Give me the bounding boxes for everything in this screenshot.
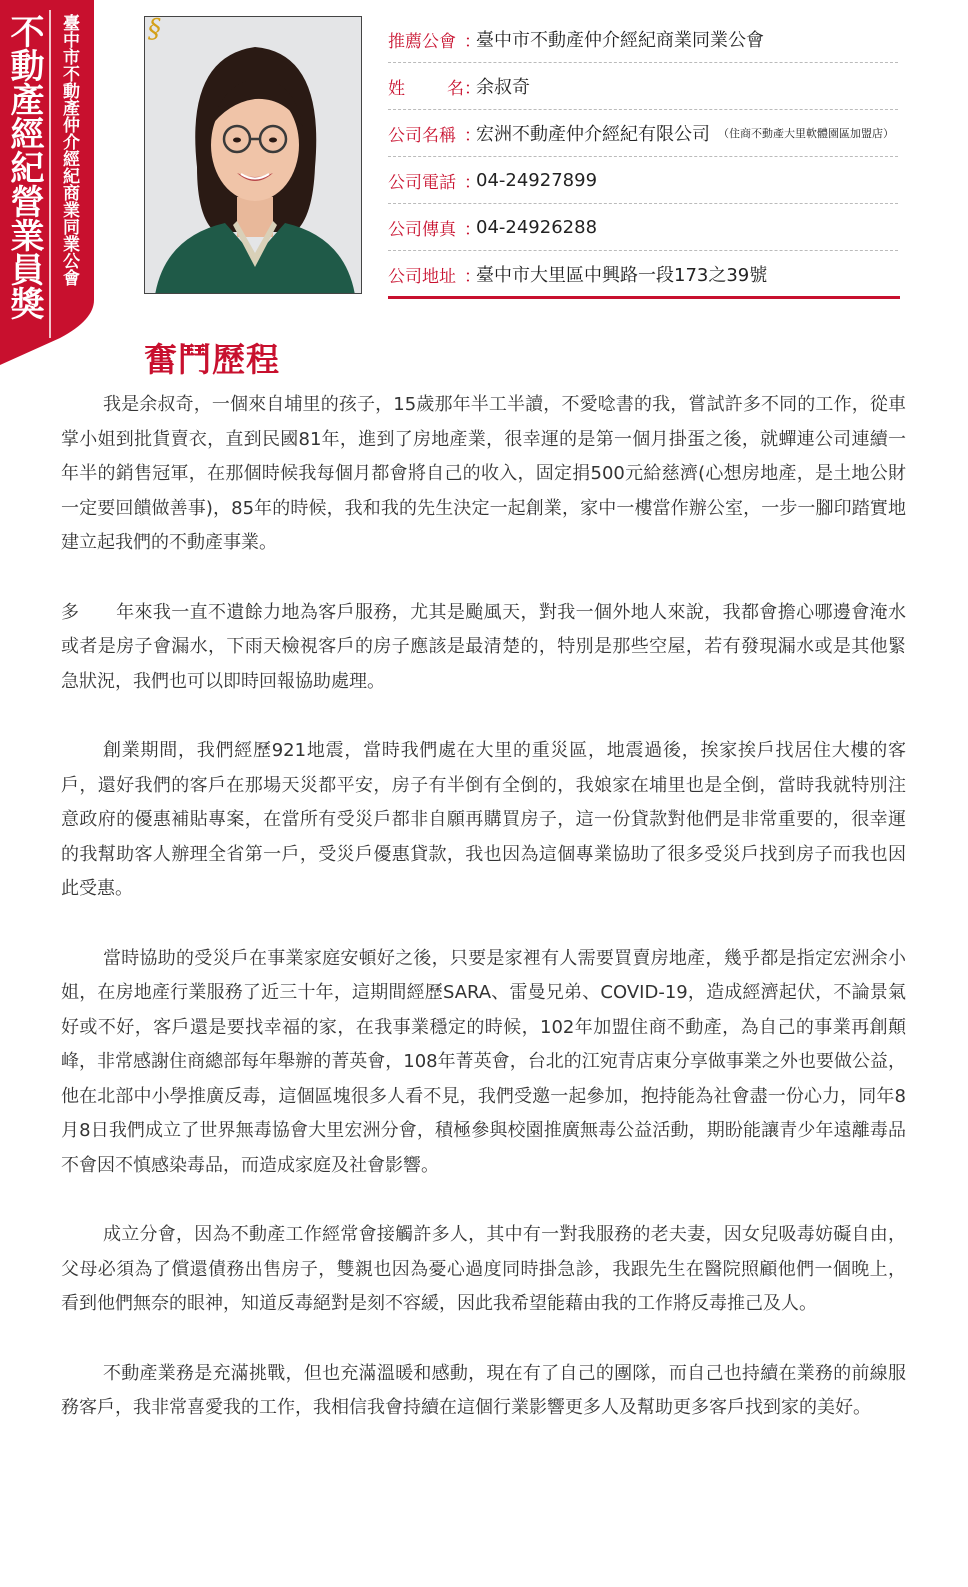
info-row-phone: [388, 157, 898, 204]
story-paragraph-4: 當時協助的受災戶在事業家庭安頓好之後，只要是家裡有人需要買賣房地產，幾乎都是指定宏洲余小姐，在房地產行業服務了近三十年，這期間經歷SARA、雷曼兄弟、COVID-19，造成經濟起伏，不論景氣好或不好，客戶還是要找幸福的家，在我事業穩定的時候，102年加盟住商不動產，為自己的事業再創顛峰，非常感謝住商總部每年舉辦的菁英會，108年菁英會，台北的江宛青店東分享做事業之外也要做公益，他在北部中小學推廣反毒，這個區塊很多人看不見，我們受邀一起參加，抱持能為社會盡一份心力，同年8月8日我們成立了世界無毒協會大里宏洲分會，積極參與校園推廣無毒公益活動，期盼能讓青少年遠離毒品不會因不慎感染毒品，而造成家庭及社會影響。: [61, 947, 906, 1177]
label-colon: ：: [464, 78, 481, 99]
portrait-photo: [144, 16, 362, 294]
info-row-fax: [388, 204, 898, 251]
company-value: 宏洲不動產仲介經紀有限公司: [476, 124, 710, 145]
story-paragraph-1: 我是余叔奇，一個來自埔里的孩子，15歲那年半工半讀，不愛唸書的我，嘗試許多不同的工作，從車掌小姐到批貨賣衣，直到民國81年，進到了房地產業，很幸運的是第一個月掛蛋之後，就蟬連公司連續一年半的銷售冠軍，在那個時候我每個月都會將自己的收入，固定捐500元給慈濟(心想房地產，是土地公財一定要回饋做善事)，85年的時候，我和我的先生決定一起創業，家中一樓當作辦公室，一步一腳印踏實地建立起我們的不動產事業。: [61, 394, 906, 554]
info-row-name: [388, 63, 898, 110]
portrait-photo-icon: [145, 17, 362, 294]
info-row-company: [388, 110, 898, 157]
story-paragraph-3: 創業期間，我們經歷921地震，當時我們處在大里的重災區，地震過後，挨家挨戶找居住大樓的客戶，還好我們的客戶在那場天災都平安，房子有半倒有全倒的，我娘家在埔里也是全倒，當時我就特別注意政府的優惠補貼專案，在當所有受災戶都非自願再購買房子，這一份貸款對他們是非常重要的，很幸運的我幫助客人辦理全省第一戶，受災戶優惠貸款，我也因為這個專業協助了很多受災戶找到房子而我也因此受惠。: [61, 739, 906, 900]
fax-value: 04-24926288: [476, 216, 598, 238]
phone-value: 04-24927899: [476, 169, 598, 191]
info-row-address: [388, 251, 898, 298]
recommend-label: 推薦公會: [388, 31, 456, 52]
label-colon: ：: [464, 31, 481, 52]
fax-label: 公司傳真: [388, 219, 456, 240]
name-label-part-1: 姓: [388, 78, 405, 99]
info-panel: [388, 16, 898, 298]
name-value: 余叔奇: [476, 77, 530, 98]
story-body: [61, 388, 906, 1460]
company-label: 公司名稱: [388, 125, 456, 146]
phone-label: 公司電話: [388, 172, 456, 193]
banner-title: 不動產經紀營業員獎: [4, 14, 44, 320]
label-colon: ：: [464, 125, 481, 146]
address-value: 臺中市大里區中興路一段173之39號: [476, 265, 768, 286]
label-colon: ：: [464, 219, 481, 240]
info-divider: [388, 296, 900, 299]
story-paragraph-2: 多 年來我一直不遺餘力地為客戶服務，尤其是颱風天，對我一個外地人來說，我都會擔心哪邊會淹水或者是房子會漏水，下雨天檢視客戶的房子應該是最清楚的，特別是那些空屋，若有發現漏水或是其他緊急狀況，我們也可以即時回報協助處理。: [61, 601, 906, 692]
label-colon: ：: [464, 172, 481, 193]
section-title: 奮鬥歷程: [144, 340, 280, 379]
name-label-part-2: 名: [447, 78, 464, 99]
company-note: （住商不動產大里軟體園區加盟店）: [718, 127, 894, 140]
info-row-recommend: [388, 16, 898, 63]
award-banner: [0, 0, 94, 365]
name-label: [388, 74, 464, 99]
photo-frame-mark-icon: §: [148, 14, 161, 44]
story-paragraph-6: 不動產業務是充滿挑戰，但也充滿溫暖和感動，現在有了自己的團隊，而自己也持續在業務的前線服務客戶，我非常喜愛我的工作，我相信我會持續在這個行業影響更多人及幫助更多客戶找到家的美好。: [61, 1362, 906, 1419]
label-colon: ：: [464, 266, 481, 287]
recommend-value: 臺中市不動產仲介經紀商業同業公會: [476, 30, 764, 51]
address-label: 公司地址: [388, 266, 456, 287]
banner-subtitle: 臺中市不動產仲介經紀商業同業公會: [59, 14, 79, 286]
story-paragraph-5: 成立分會，因為不動產工作經常會接觸許多人，其中有一對我服務的老夫妻，因女兒吸毒妨礙自由，父母必須為了償還債務出售房子，雙親也因為憂心過度同時掛急診，我跟先生在醫院照顧他們一個晚上，看到他們無奈的眼神，知道反毒絕對是刻不容緩，因此我希望能藉由我的工作將反毒推己及人。: [61, 1224, 906, 1315]
